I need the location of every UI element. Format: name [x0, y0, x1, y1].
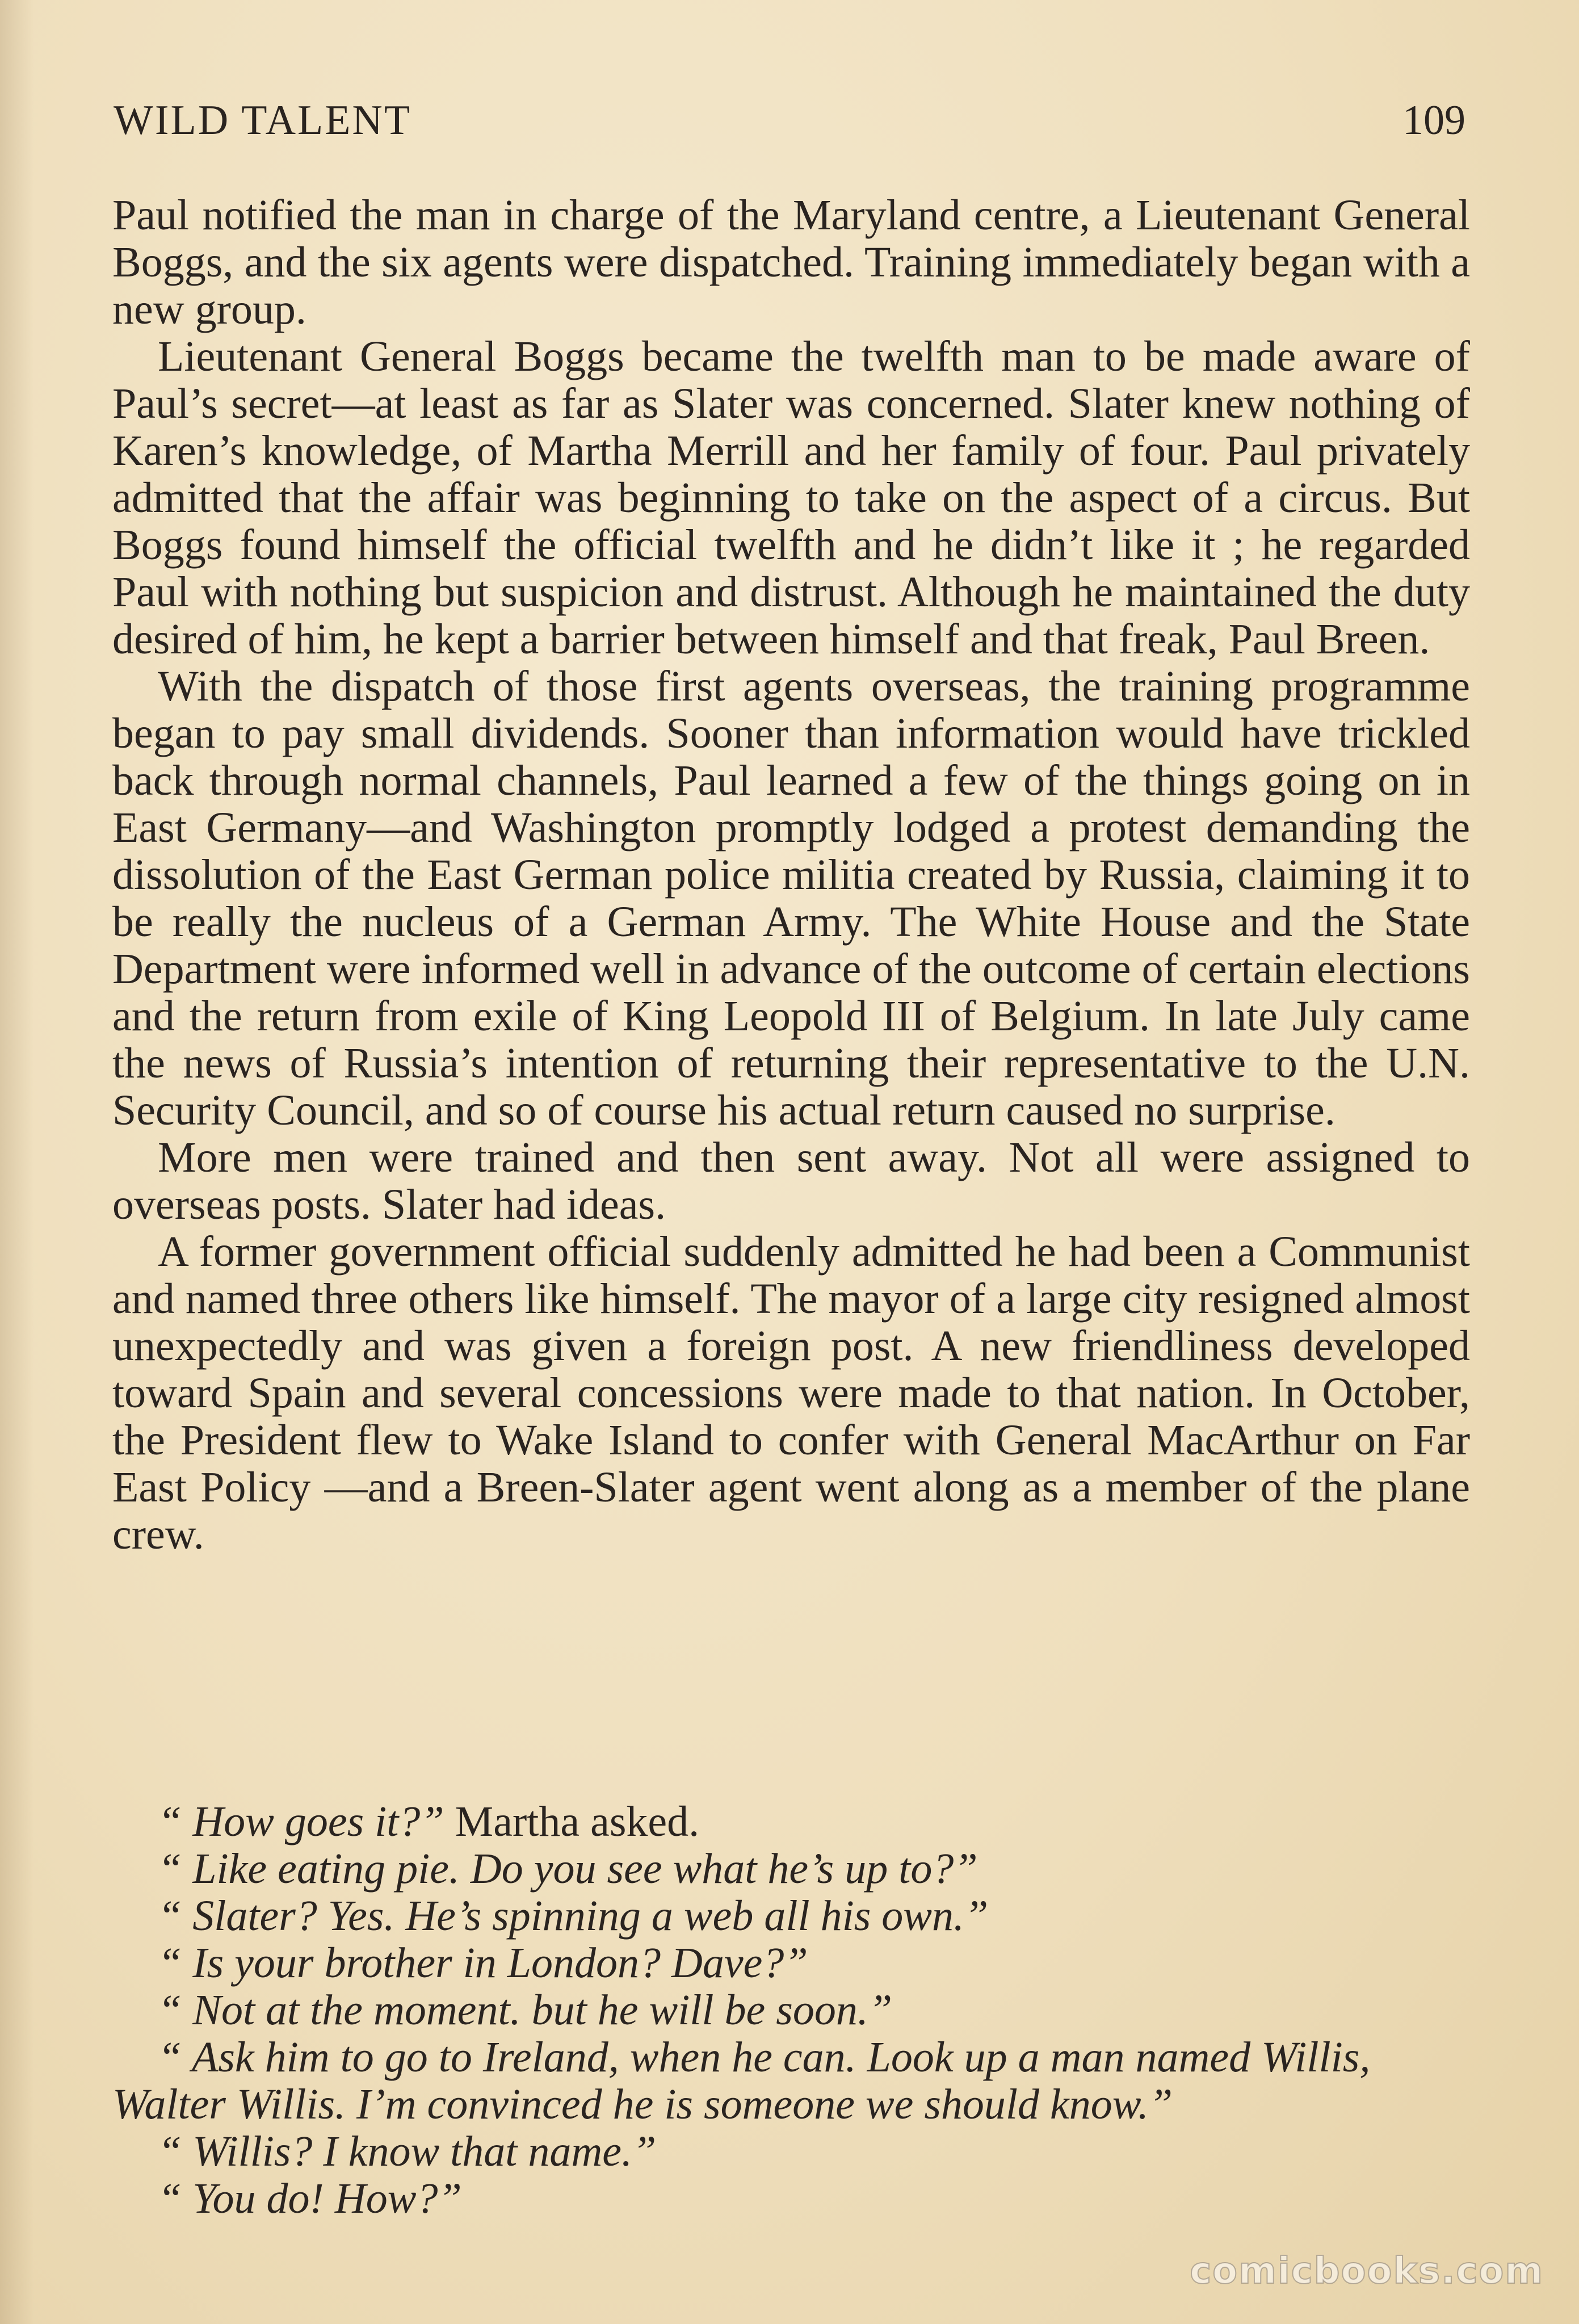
dialogue-line: “ Not at the moment. but he will be soon.” — [158, 1986, 893, 2034]
dialogue-line: “ Is your brother in London? Dave?” — [158, 1939, 808, 1987]
dialogue-quote: “ How goes it?” — [158, 1798, 444, 1845]
paragraph: A former government official suddenly admitted he had been a Communist and named three others like himself. The mayor of a large city resigned almost unexpectedly and was given a foreign post. A new friendliness developed toward Spain and several concessions were made to that nation. In October, the President flew to Wake Island to confer with General MacArthur on Far East Policy —and a Breen-Slater agent went along as a member of the plane crew. — [112, 1228, 1470, 1558]
paragraph: Lieutenant General Boggs became the twelfth man to be made aware of Paul’s secret—at least as far as Slater was concerned. Slater knew nothing of Karen’s knowledge, of Martha Merrill and her family of four. Paul privately admitted that the affair was beginning to take on the aspect of a circus. But Boggs found himself the official twelfth and he didn’t like it ; he regarded Paul with nothing but suspicion and distrust. Although he maintained the duty desired of him, he kept a barrier between himself and that freak, Paul Breen. — [112, 333, 1470, 663]
paragraph: More men were trained and then sent away. Not all were assigned to overseas posts. Slater had ideas. — [112, 1134, 1470, 1228]
page-edge-shadow — [0, 0, 34, 2324]
watermark: comicbooks.com — [1190, 2250, 1544, 2292]
dialogue-line: “ Willis? I know that name.” — [158, 2128, 657, 2175]
dialogue-section — [112, 1798, 1470, 2222]
body-text — [112, 192, 1470, 1558]
running-title: WILD TALENT — [114, 97, 412, 144]
dialogue-line — [112, 1798, 1470, 1845]
paragraph: Paul notified the man in charge of the Maryland centre, a Lieutenant General Boggs, and the six agents were dispatched. Training immediately began with a new group. — [112, 191, 1470, 333]
page-number: 109 — [1402, 97, 1465, 144]
dialogue-line: “ Slater? Yes. He’s spinning a web all his own.” — [158, 1892, 989, 1940]
page-header — [114, 97, 1465, 159]
dialogue-line: “ Like eating pie. Do you see what he’s up to?” — [158, 1845, 978, 1893]
dialogue-tag: Martha asked. — [444, 1798, 700, 1845]
dialogue-line: “ Ask him to go to Ireland, when he can. Look up a man named Willis, Walter Willis. I’m convinced he is someone we should know.” — [112, 2033, 1371, 2128]
dialogue-line: “ You do! How?” — [158, 2175, 462, 2222]
paragraph: With the dispatch of those first agents overseas, the training programme began to pay small dividends. Sooner than information would have trickled back through normal channels, Paul learned a few of the things going on in East Germany—and Washington promptly lodged a protest demanding the dissolution of the East German police militia created by Russia, claiming it to be really the nucleus of a German Army. The White House and the State Department were informed well in advance of the outcome of certain elections and the return from exile of King Leopold III of Belgium. In late July came the news of Russia’s intention of returning their representative to the U.N. Security Council, and so of course his actual return caused no surprise. — [112, 662, 1470, 1134]
